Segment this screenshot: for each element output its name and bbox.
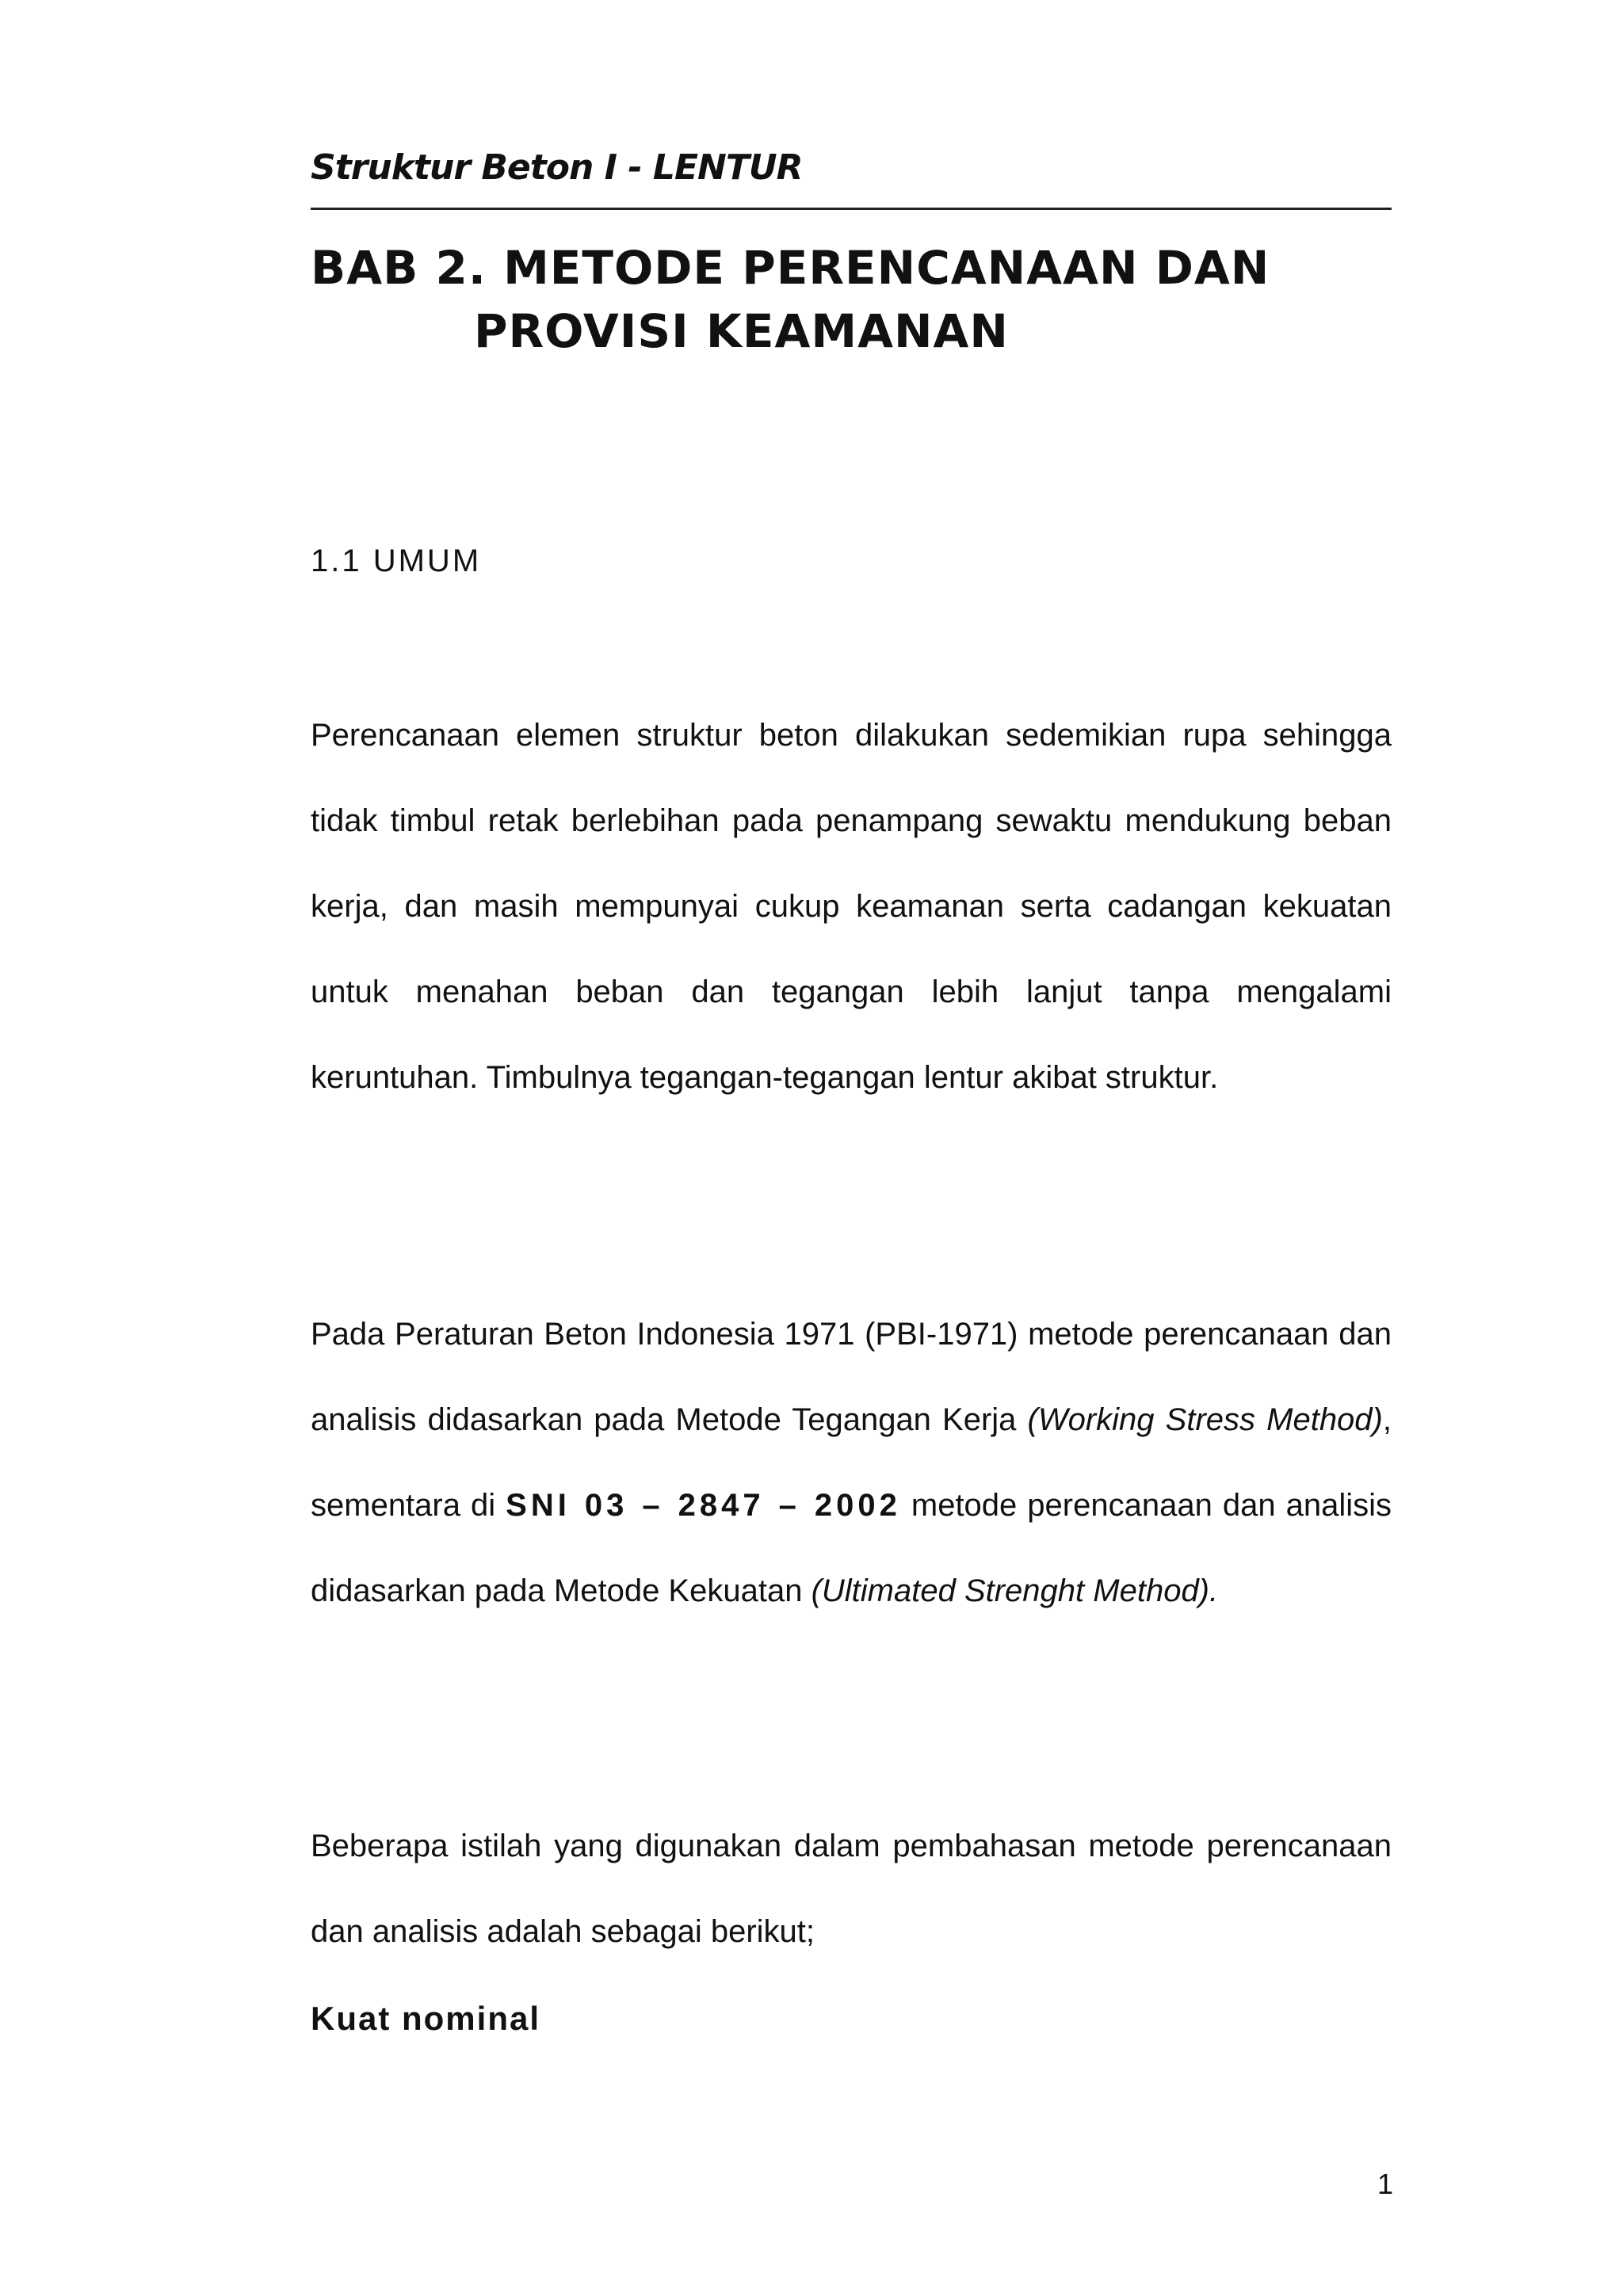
paragraph-methods bbox=[311, 1291, 1392, 1634]
paragraph-methods-text-2: , sementara di bbox=[311, 1402, 1392, 1523]
paragraph-terms-intro: Beberapa istilah yang digunakan dalam pembahasan metode perencanaan dan analisis adalah sebagai berikut; bbox=[311, 1829, 1392, 1949]
paragraph-methods-text-3: metode perencanaan dan analisis didasarkan pada Metode Kekuatan bbox=[311, 1488, 1392, 1608]
standard-code: SNI 03 – 2847 – 2002 bbox=[506, 1488, 901, 1523]
running-header: Struktur Beton I - LENTUR bbox=[311, 147, 803, 188]
paragraph-methods-italic-2: (Ultimated Strenght Method). bbox=[811, 1573, 1219, 1608]
page-number: 1 bbox=[1377, 2168, 1394, 2200]
chapter-title bbox=[311, 236, 1270, 363]
chapter-title-line-2: PROVISI KEAMANAN bbox=[474, 304, 1009, 358]
term-heading: Kuat nominal bbox=[311, 2000, 541, 2037]
header-divider bbox=[311, 208, 1392, 210]
chapter-title-line-1: BAB 2. METODE PERENCANAAN DAN bbox=[311, 241, 1270, 295]
section-heading: 1.1 UMUM bbox=[311, 543, 482, 578]
paragraph-methods-italic-1: (Working Stress Method) bbox=[1027, 1402, 1383, 1437]
paragraph-methods-text-1: Pada Peraturan Beton Indonesia 1971 (PBI-1971) metode perencanaan dan analisis didasarkan pada Metode Tegangan Kerja bbox=[311, 1317, 1392, 1437]
paragraph-intro: Perencanaan elemen struktur beton dilakukan sedemikian rupa sehingga tidak timbul retak berlebihan pada penampang sewaktu mendukung beban kerja, dan masih mempunyai cukup keamanan serta cadangan kekuatan untuk menahan beban dan tegangan lebih lanjut tanpa mengalami keruntuhan. Timbulnya tegangan-tegangan lentur akibat struktur. bbox=[311, 718, 1392, 1095]
